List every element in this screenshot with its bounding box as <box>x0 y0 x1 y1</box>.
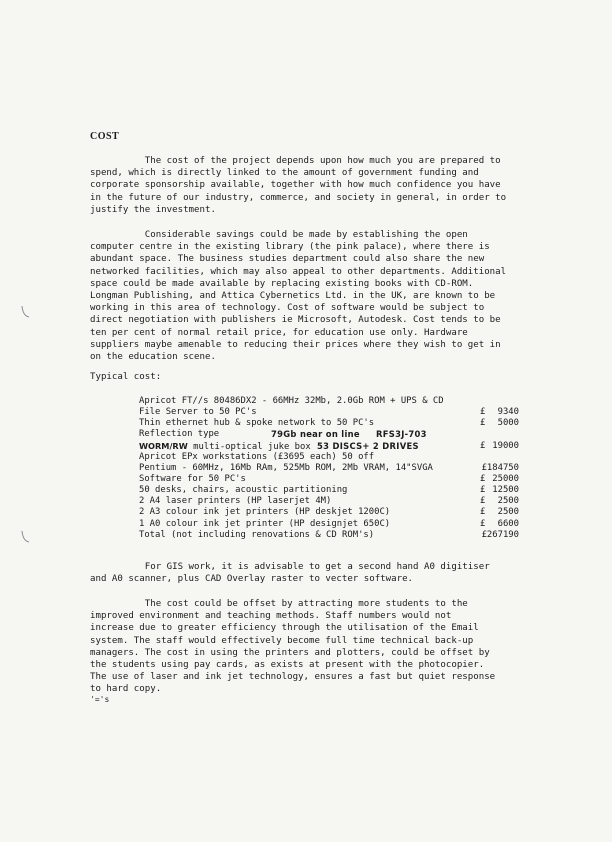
handwritten-discs-note: 53 DISCS+ 2 DRIVES <box>317 440 419 451</box>
cost-item-amount: £184750 <box>481 462 519 473</box>
cost-item-amount: 9340 <box>497 407 519 418</box>
cost-item-desc: Thin ethernet hub & spoke network to 50 PC's <box>139 418 375 429</box>
cost-item-desc: 2 A4 laser printers (HP laserjet 4M) <box>139 496 332 507</box>
cost-row <box>139 496 519 507</box>
cost-row <box>139 407 519 418</box>
cost-item-desc: 50 desks, chairs, acoustic partitioning <box>139 485 348 496</box>
cost-row <box>139 485 519 496</box>
currency-symbol: £ <box>480 485 486 496</box>
cost-row <box>139 429 519 440</box>
cost-row <box>139 474 519 485</box>
cost-item-desc: File Server to 50 PC's <box>139 407 257 418</box>
handwritten-capacity-note: 79Gb near on line <box>271 429 360 440</box>
cost-row <box>139 418 519 429</box>
cost-item-desc: Apricot EPx workstations (£3695 each) 50 off <box>139 451 375 462</box>
cost-total-row <box>139 530 519 541</box>
cost-item-desc: 1 A0 colour ink jet printer (HP designjet 650C) <box>139 518 391 529</box>
punch-hole-mark-top <box>20 305 30 319</box>
cost-item-desc: Reflection type <box>139 429 220 440</box>
cost-row <box>139 452 519 463</box>
cost-item-text: multi-optical juke box <box>193 441 311 452</box>
currency-symbol: £ <box>480 440 486 451</box>
section-heading: COST <box>90 131 120 142</box>
currency-symbol: £ <box>480 496 486 507</box>
cost-item-amount: 19000 <box>492 440 519 451</box>
cost-item-amount: 2500 <box>497 496 519 507</box>
cost-item-amount: 6600 <box>497 518 519 529</box>
currency-symbol: £ <box>480 473 486 484</box>
punch-hole-mark-bottom <box>20 530 30 544</box>
cost-total-amount: £267190 <box>481 529 519 540</box>
cost-row <box>139 396 519 407</box>
cost-total-desc: Total (not including renovations & CD ROM's) <box>139 529 375 540</box>
currency-symbol: £ <box>480 418 486 429</box>
handwritten-ref-note: RFS3J-703 <box>376 429 427 440</box>
currency-symbol: £ <box>480 518 486 529</box>
stray-mark: '='s <box>90 695 110 704</box>
cost-row <box>139 463 519 474</box>
cost-item-amount: 12500 <box>492 485 519 496</box>
currency-symbol: £ <box>480 507 486 518</box>
typical-cost-label: Typical cost: <box>90 372 162 382</box>
cost-list <box>139 396 519 541</box>
cost-item-amount: 5000 <box>497 418 519 429</box>
cost-row <box>139 507 519 518</box>
currency-symbol: £ <box>480 407 486 418</box>
cost-item-desc: Pentium - 60MHz, 16Mb RAm, 525Mb ROM, 2Mb VRAM, 14"SVGA <box>139 462 433 473</box>
savings-paragraph: Considerable savings could be made by establishing the open computer centre in the existing library (the pink palace), where there is abundant space. The business studies department could also share the new networked facilities, which may also appeal to other departments. Additional space could be made available by replacing existing books with CD-ROM. Longman Publishing, and Attica Cybernetics Ltd. in the UK, are known to be working in this area of technology. Cost of software would be subject to direct negotiation with publishers ie Microsoft, Autodesk. Cost tends to be ten per cent of normal retail price, for education use only. Hardware suppliers maybe amenable to reducing their prices where they wish to get in on the education scene. <box>90 230 507 363</box>
cost-row <box>139 441 519 452</box>
cost-item-amount: 2500 <box>497 507 519 518</box>
cost-item-amount: 25000 <box>492 473 519 484</box>
offset-paragraph: The cost could be offset by attracting more students to the improved environment and teaching methods. Staff numbers would not increase due to greater efficiency through the utilisation of the Email system. The staff would effectively become full time technical back-up managers. The cost in using the printers and plotters, could be offset by the students using pay cards, as exists at present with the photocopier. The use of laser and ink jet technology, ensures a fast but quiet response to hard copy. <box>90 599 496 695</box>
cost-item-desc: Software for 50 PC's <box>139 473 246 484</box>
cost-item-desc: 2 A3 colour ink jet printers (HP deskjet 1200C) <box>139 507 391 518</box>
handwritten-worm-note: WORM/RW <box>139 440 188 451</box>
gis-paragraph: For GIS work, it is advisable to get a second hand A0 digitiser and A0 scanner, plus CAD Overlay raster to vecter software. <box>90 562 490 585</box>
cost-row <box>139 519 519 530</box>
cost-item-desc: Apricot FT//s 80486DX2 - 66MHz 32Mb, 2.0Gb ROM + UPS & CD <box>139 396 444 406</box>
intro-paragraph: The cost of the project depends upon how much you are prepared to spend, which is directly linked to the amount of government funding and corporate sponsorship available, together with how much confidence you have in the future of our industry, commerce, and society in general, in order to justify the investment. <box>90 156 507 215</box>
